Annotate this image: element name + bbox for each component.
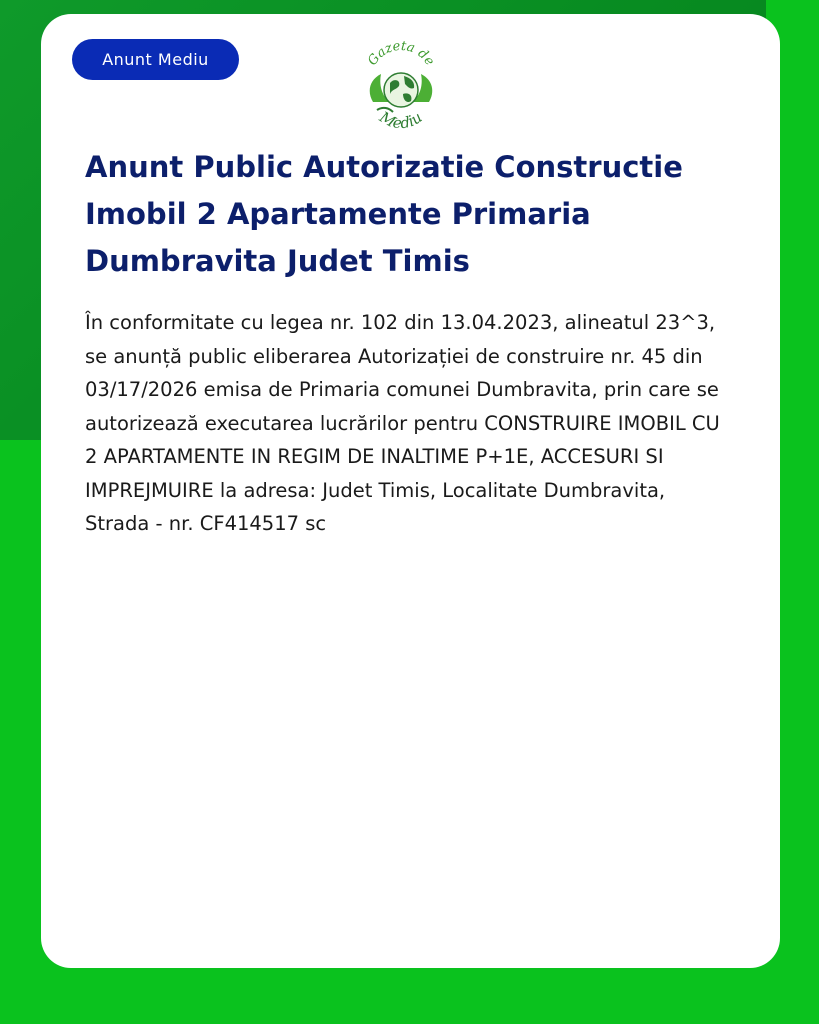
article-body: În conformitate cu legea nr. 102 din 13.04.2023, alineatul 23^3, se anunță public eliberarea Autorizației de construire nr. 45 din 03/17/2026 emisa de Primaria comunei Dumbravita, prin care se autorizează executarea lucrărilor pentru CONSTRUIRE IMOBIL CU 2 APARTAMENTE IN REGIM DE INALTIME P+1E, ACCESURI SI IMPREJMUIRE la adresa: Judet Timis, Localitate Dumbravita, Strada - nr. CF414517 sc: [85, 311, 720, 535]
globe-leaf-icon: [359, 40, 443, 134]
logo-top-text: Gazeta de: [365, 40, 438, 69]
category-badge[interactable]: [72, 39, 239, 80]
announcement-card: [41, 14, 780, 968]
logo-bottom-text: Mediu: [376, 107, 426, 133]
svg-text:Gazeta de: [365, 40, 437, 69]
category-badge-label: Anunt Mediu: [102, 50, 209, 69]
svg-text:Mediu: [376, 107, 426, 132]
gazeta-de-mediu-logo[interactable]: [359, 40, 443, 134]
article-title: Anunt Public Autorizatie Constructie Imobil 2 Apartamente Primaria Dumbravita Judet Timis: [85, 150, 683, 278]
